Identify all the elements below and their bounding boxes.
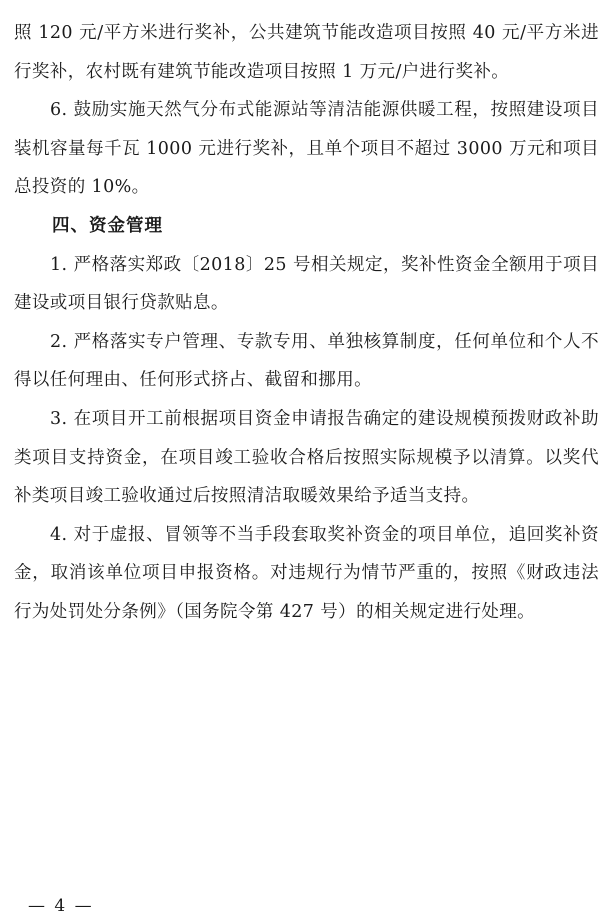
document-page xyxy=(14,14,599,632)
page-number: — 4 — xyxy=(28,896,94,916)
section-4-heading: 四、资金管理 xyxy=(52,215,163,236)
intro-paragraph: 照 120 元/平方米进行奖补，公共建筑节能改造项目按照 40 元/平方米进行奖补，农村既有建筑节能改造项目按照 1 万元/户进行奖补。 xyxy=(14,23,599,82)
section-4-item-3: 3. 在项目开工前根据项目资金申请报告确定的建设规模预拨财政补助类项目支持资金，在项目竣工验收合格后按照实际规模予以清算。以奖代补类项目竣工验收通过后按照清洁取暖效果给予适当支持。 xyxy=(14,408,599,507)
section-4-item-2: 2. 严格落实专户管理、专款专用、单独核算制度，任何单位和个人不得以任何理由、任何形式挤占、截留和挪用。 xyxy=(14,331,599,391)
item-6-paragraph: 6. 鼓励实施天然气分布式能源站等清洁能源供暖工程，按照建设项目装机容量每千瓦 1000 元进行奖补，且单个项目不超过 3000 万元和项目总投资的 10%。 xyxy=(14,100,599,198)
section-4-item-4: 4. 对于虚报、冒领等不当手段套取奖补资金的项目单位，追回奖补资金，取消该单位项目申报资格。对违规行为情节严重的，按照《财政违法行为处罚处分条例》（国务院令第 427 号）的相关规定进行处理。 xyxy=(14,524,599,622)
section-4-item-1: 1. 严格落实郑政〔2018〕25 号相关规定，奖补性资金全额用于项目建设或项目银行贷款贴息。 xyxy=(14,254,599,314)
